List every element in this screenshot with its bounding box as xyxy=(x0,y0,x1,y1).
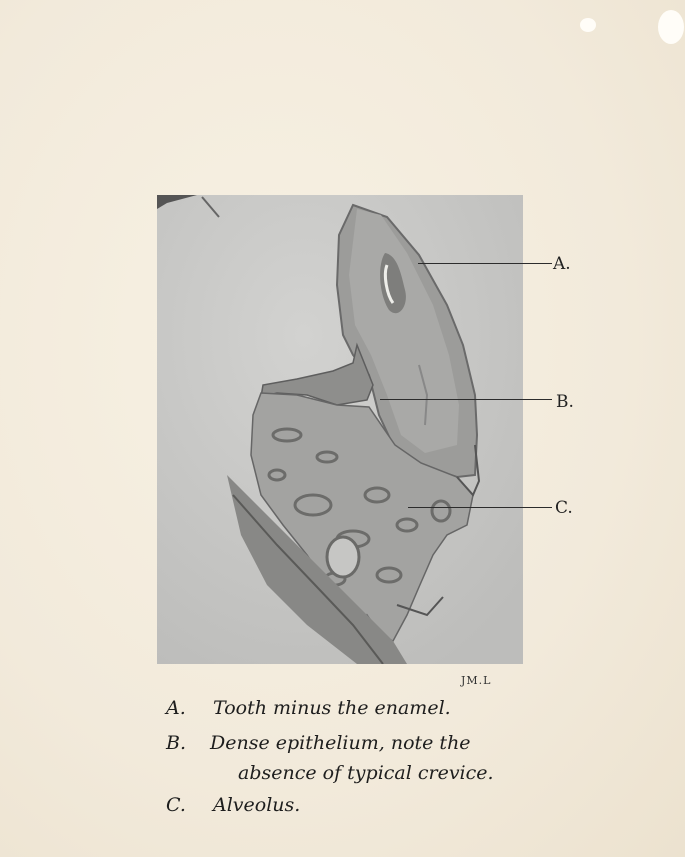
figure-label-a: A. xyxy=(553,254,571,274)
micrograph-photo xyxy=(157,195,523,664)
legend-a-key: A. xyxy=(166,697,186,719)
legend-c-text: Alveolus. xyxy=(213,794,301,816)
legend-a-text: Tooth minus the enamel. xyxy=(213,697,451,719)
label-c-leader-line xyxy=(408,507,552,508)
label-b-leader-line xyxy=(380,399,552,400)
author-initials: JM.L xyxy=(461,674,492,687)
micrograph-image xyxy=(157,195,523,664)
legend-b-text-line1: Dense epithelium, note the xyxy=(210,732,471,754)
label-a-leader-line xyxy=(418,263,552,264)
figure-label-c: C. xyxy=(555,498,573,518)
legend-b-text-line2: absence of typical crevice. xyxy=(238,762,494,784)
legend-c-key: C. xyxy=(166,794,186,816)
figure-label-b: B. xyxy=(556,392,574,412)
paper-damage-top xyxy=(580,18,596,32)
legend-b-key: B. xyxy=(166,732,187,754)
paper-damage-top-right xyxy=(658,10,684,44)
